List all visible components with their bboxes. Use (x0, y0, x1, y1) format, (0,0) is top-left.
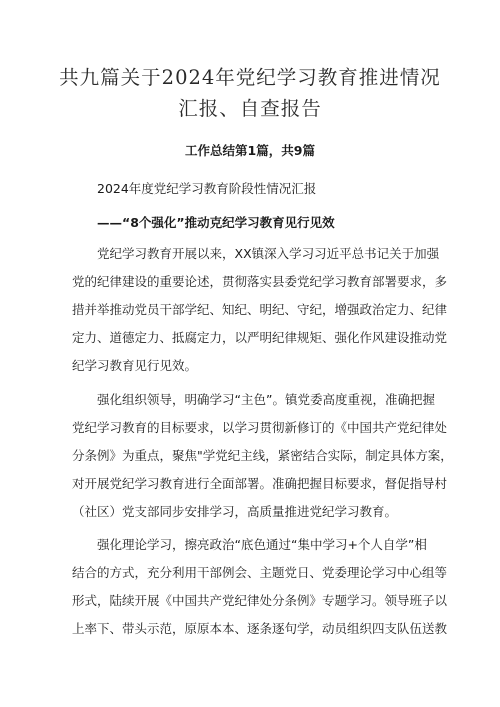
report-subtitle: ——“8个强化”推动克纪学习教育见行见效 (97, 215, 335, 230)
report-title: 2024年度党纪学习教育阶段性情况汇报 (97, 181, 317, 196)
paragraph-line: （社区）党支部同步安排学习，高质量推进党纪学习教育。 (72, 504, 398, 519)
paragraph-line: 纪学习教育见行见效。 (72, 358, 198, 373)
paragraph-line: 对开展党纪学习教育进行全面部署。准确把握目标要求，督促指导村 (72, 476, 448, 491)
paragraph-line: 结合的方式，充分利用干部例会、主题党日、党委理论学习中心组等 (72, 565, 448, 580)
document-title-line-1: 共九篇关于2024年党纪学习教育推进情况 (59, 66, 441, 89)
paragraph-line: 强化组织领导，明确学习“主色”。镇党委高度重视，准确把握 (97, 392, 435, 407)
paragraph-line: 党纪学习教育的目标要求，以学习贯彻新修订的《中国共产党纪律处 (72, 420, 448, 435)
paragraph-line: 党纪学习教育开展以来，XX镇深入学习习近平总书记关于加强 (97, 246, 440, 261)
paragraph-line: 措并举推动党员干部学纪、知纪、明纪、守纪，增强政治定力、纪律 (72, 302, 448, 317)
paragraph-line: 形式，陆续开展《中国共产党纪律处分条例》专题学习。领导班子以 (72, 593, 448, 608)
section-heading: 工作总结第1篇，共9篇 (185, 143, 315, 158)
paragraph-line: 上率下、带头示范，原原本本、逐条逐句学，动员组织四支队伍送教 (72, 621, 448, 636)
paragraph-line: 强化理论学习，擦亮政治“底色通过“集中学习+个人自学”相 (97, 537, 427, 552)
paragraph-line: 党的纪律建设的重要论述，贯彻落实县委党纪学习教育部署要求，多 (72, 274, 448, 289)
paragraph-line: 定力、道德定力、抵腐定力，以严明纪律规矩、强化作风建设推动党 (72, 330, 448, 345)
document-title-line-2: 汇报、自查报告 (178, 97, 322, 120)
paragraph-line: 分条例》为重点，聚焦"学党纪主线，紧密结合实际，制定具体方案， (72, 448, 453, 463)
